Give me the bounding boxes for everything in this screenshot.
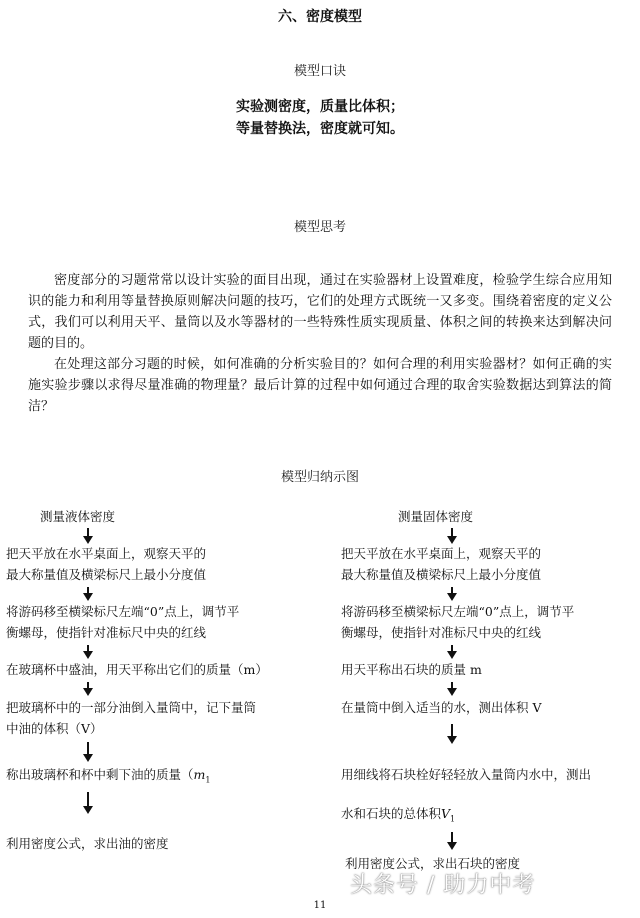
- thinking-paragraph-2: 在处理这部分习题的时候，如何准确的分析实验目的？如何合理的利用实验器材？如何正确的实施实验步骤以求得尽量准确的物理量？最后计算的过程中如何通过合理的取舍实验数据达到算法的简洁？: [28, 357, 612, 414]
- mnemonic-line-2: 等量替换法，密度就可知。: [236, 121, 404, 137]
- right-arrow-1: [451, 528, 453, 542]
- page-number: 11: [313, 900, 327, 911]
- right-arrow-4: [451, 682, 453, 694]
- right-step-6: 利用密度公式，求出石块的密度: [345, 856, 521, 871]
- thinking-paragraph-1: 密度部分的习题常常以设计实验的面目出现，通过在实验器材上设置难度，检验学生综合应用知识的能力和利用等量替换原则解决问题的技巧，它们的处理方式既统一又多变。围绕着密度的定义公式，我们可以利用天平、量筒以及水等器材的一些特殊性质实现质量、体积之间的转换来达到解决问题的目的。: [28, 273, 612, 351]
- page-title: 六、密度模型: [278, 9, 362, 25]
- left-arrow-2: [87, 587, 89, 599]
- thinking-heading: 模型思考: [293, 220, 346, 235]
- left-title: 测量液体密度: [40, 509, 116, 524]
- left-step-5: 称出玻璃杯和杯中剩下油的质量（$m_1$: [6, 767, 211, 785]
- left-arrow-4: [87, 682, 89, 694]
- right-step-3: 用天平称出石块的质量 m: [341, 662, 482, 677]
- mnemonic-heading: 模型口诀: [293, 64, 346, 79]
- left-step-4b: 中油的体积（V）: [6, 721, 103, 736]
- right-arrow-2: [451, 587, 453, 599]
- mnemonic-line-1: 实验测密度，质量比体积；: [236, 99, 404, 115]
- watermark: 头条号 / 助力中考: [350, 873, 536, 898]
- left-step-3: 在玻璃杯中盛油，用天平称出它们的质量（m）: [6, 662, 268, 677]
- left-step-1a: 把天平放在水平桌面上，观察天平的: [6, 546, 207, 561]
- right-step-5a: 用细线将石块栓好轻轻放入量筒内水中，测出: [341, 767, 592, 782]
- left-step-1b: 最大称量值及横梁标尺上最小分度值: [6, 567, 207, 582]
- right-step-2b: 衡螺母，使指针对准标尺中央的红线: [341, 625, 542, 640]
- right-arrow-6: [451, 832, 453, 848]
- left-step-4a: 把玻璃杯中的一部分油倒入量筒中，记下量筒: [6, 700, 257, 715]
- left-arrow-5: [87, 742, 89, 760]
- right-step-5b: 水和石块的总体积$V_1$: [341, 806, 456, 824]
- left-step-2a: 将游码移至横梁标尺左端“0”点上，调节平: [6, 604, 240, 619]
- right-step-4: 在量筒中倒入适当的水，测出体积 V: [341, 700, 542, 715]
- right-arrow-3: [451, 645, 453, 657]
- right-title: 测量固体密度: [398, 509, 474, 524]
- right-step-1a: 把天平放在水平桌面上，观察天平的: [341, 546, 542, 561]
- left-step-2b: 衡螺母，使指针对准标尺中央的红线: [6, 625, 207, 640]
- right-step-2a: 将游码移至横梁标尺左端“0”点上，调节平: [341, 604, 575, 619]
- diagram-heading: 模型归纳示图: [280, 470, 359, 485]
- left-arrow-6: [87, 792, 89, 812]
- left-step-6: 利用密度公式，求出油的密度: [6, 836, 169, 851]
- right-step-1b: 最大称量值及横梁标尺上最小分度值: [341, 567, 542, 582]
- right-arrow-5: [451, 724, 453, 742]
- left-arrow-3: [87, 645, 89, 657]
- left-arrow-1: [87, 528, 89, 542]
